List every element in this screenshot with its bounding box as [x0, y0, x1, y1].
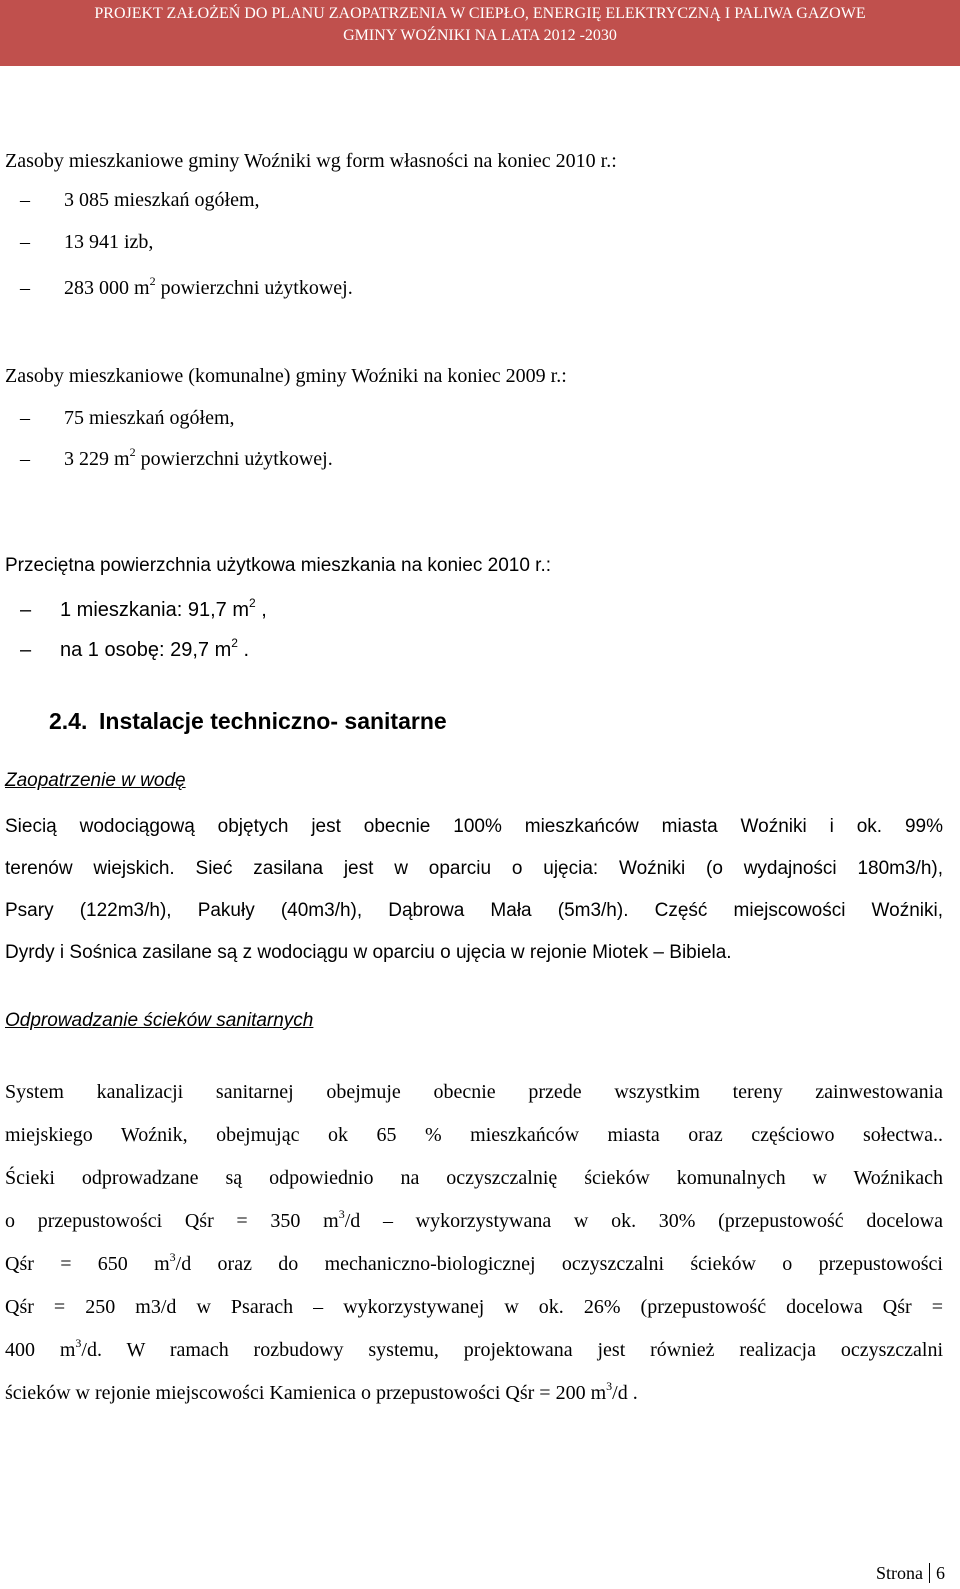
section-number: 2.4. [49, 708, 88, 734]
sewage-line-4-a: o przepustowości Qśr = 350 m [5, 1210, 339, 1232]
dash-bullet: – [20, 231, 30, 253]
sewage-line-8 [5, 1380, 943, 1406]
sewage-line-1: System kanalizacji sanitarnej obejmuje obecnie przede wszystkim tereny zainwestowania [5, 1081, 943, 1103]
superscript: 2 [248, 596, 256, 610]
page-footer [876, 1563, 945, 1584]
superscript: 3 [75, 1336, 82, 1350]
sewage-line-5-b: /d oraz do mechaniczno-biologicznej oczyszczalni ścieków o przepustowości [175, 1253, 943, 1275]
block2-item2-text: 3 229 m [64, 448, 130, 470]
sewage-line-4 [5, 1208, 943, 1234]
header-title-line1: PROJEKT ZAŁOŻEŃ DO PLANU ZAOPATRZENIA W CIEPŁO, ENERGIĘ ELEKTRYCZNĄ I PALIWA GAZOWE [94, 5, 866, 22]
superscript: 3 [338, 1207, 345, 1221]
sewage-line-8-a: ścieków w rejonie miejscowości Kamienica o przepustowości Qśr = 200 m [5, 1382, 607, 1404]
block3-item1-text-end: , [255, 599, 267, 621]
water-line-1: Siecią wodociągową objętych jest obecnie 100% mieszkańców miasta Woźniki i ok. 99% [5, 816, 943, 837]
sewage-line-3: Ścieki odprowadzane są odpowiednio na oczyszczalnię ścieków komunalnych w Woźnikach [5, 1167, 943, 1189]
dash-bullet: – [20, 407, 30, 429]
dash-bullet: – [20, 599, 32, 621]
block3-item1 [20, 597, 267, 623]
block1-item1 [20, 187, 260, 213]
section-heading [49, 708, 447, 735]
sewage-subheading-text: Odprowadzanie ścieków sanitarnych [5, 1010, 314, 1031]
superscript: 3 [606, 1379, 613, 1393]
document-header [0, 0, 960, 66]
dash-bullet: – [20, 448, 30, 470]
sewage-line-4-b: /d – wykorzystywana w ok. 30% (przepustowość docelowa [344, 1210, 944, 1232]
water-line-2: terenów wiejskich. Sieć zasilana jest w oparciu o ujęcia: Woźniki (o wydajności 180m3/h), [5, 858, 943, 879]
section-title: Instalacje techniczno- sanitarne [99, 708, 447, 734]
block2-item2-text-end: powierzchni użytkowej. [135, 448, 333, 470]
page-label: Strona [876, 1563, 923, 1583]
sewage-line-8-b: /d . [612, 1382, 638, 1404]
sewage-line-2: miejskiego Woźnik, obejmując ok 65 % mieszkańców miasta oraz częściowo sołectwa.. [5, 1124, 943, 1146]
block1-item2 [20, 229, 153, 255]
divider [929, 1563, 930, 1583]
page-number: 6 [936, 1563, 945, 1583]
block1-item3 [20, 275, 353, 301]
block2-item2 [20, 446, 333, 472]
superscript: 2 [149, 274, 156, 288]
dash-bullet: – [20, 277, 30, 299]
header-title-line2: GMINY WOŹNIKI NA LATA 2012 -2030 [343, 27, 617, 44]
sewage-line-7 [5, 1337, 943, 1363]
block2-intro: Zasoby mieszkaniowe (komunalne) gminy Woźniki na koniec 2009 r.: [5, 365, 567, 387]
superscript: 2 [231, 636, 238, 650]
block2-item1-text: 75 mieszkań ogółem, [64, 407, 235, 429]
block1-item3-text-end: powierzchni użytkowej. [155, 277, 353, 299]
water-line-3: Psary (122m3/h), Pakuły (40m3/h), Dąbrowa Mała (5m3/h). Część miejscowości Woźniki, [5, 900, 943, 921]
block3-item2-text: na 1 osobę: 29,7 m [60, 639, 232, 661]
block3-item1-text: 1 mieszkania: 91,7 m [60, 599, 249, 621]
dash-bullet: – [20, 639, 32, 661]
block2-item1 [20, 405, 235, 431]
sewage-line-7-a: 400 m [5, 1339, 76, 1361]
sewage-line-5 [5, 1251, 943, 1277]
superscript: 2 [129, 445, 136, 459]
block1-item1-text: 3 085 mieszkań ogółem, [64, 189, 260, 211]
block3-intro: Przeciętna powierzchnia użytkowa mieszkania na koniec 2010 r.: [5, 555, 552, 576]
block3-item2-text-end: . [237, 639, 250, 661]
sewage-subheading [5, 1010, 313, 1032]
sewage-line-5-a: Qśr = 650 m [5, 1253, 170, 1275]
block1-item2-text: 13 941 izb, [64, 231, 154, 253]
superscript: 3 [169, 1250, 176, 1264]
sewage-line-6: Qśr = 250 m3/d w Psarach – wykorzystywanej w ok. 26% (przepustowość docelowa Qśr = [5, 1296, 943, 1318]
sewage-line-7-b: /d. W ramach rozbudowy systemu, projektowana jest również realizacja oczyszczalni [81, 1339, 943, 1361]
water-subheading: Zaopatrzenie w wodę [5, 770, 186, 791]
water-line-4: Dyrdy i Sośnica zasilane są z wodociągu w oparciu o ujęcia w rejonie Miotek – Bibiela. [5, 942, 732, 963]
block1-intro: Zasoby mieszkaniowe gminy Woźniki wg form własności na koniec 2010 r.: [5, 150, 617, 172]
block1-item3-text: 283 000 m [64, 277, 150, 299]
block3-item2 [20, 637, 249, 663]
dash-bullet: – [20, 189, 30, 211]
